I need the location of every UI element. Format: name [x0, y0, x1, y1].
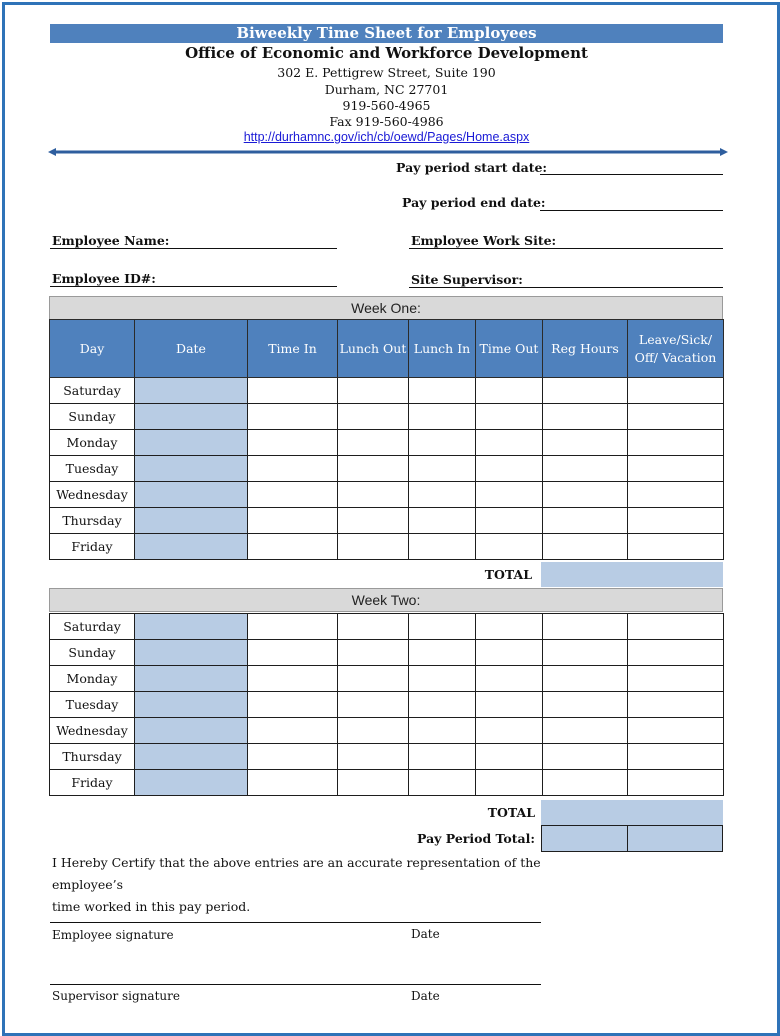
employee-date-label: Date	[411, 927, 440, 941]
date-cell[interactable]	[135, 482, 248, 508]
employee-signature-line[interactable]	[50, 922, 541, 923]
table-row	[50, 482, 724, 508]
date-cell[interactable]	[135, 770, 248, 796]
lunch-in-cell[interactable]	[409, 614, 476, 640]
leave-cell[interactable]	[628, 378, 724, 404]
col-lunch-in: Lunch In	[409, 320, 476, 378]
table-row	[50, 718, 724, 744]
leave-cell[interactable]	[628, 770, 724, 796]
date-cell[interactable]	[135, 430, 248, 456]
pay-start-field[interactable]	[540, 174, 723, 175]
date-cell[interactable]	[135, 614, 248, 640]
date-cell[interactable]	[135, 404, 248, 430]
leave-cell[interactable]	[628, 456, 724, 482]
lunch-in-cell[interactable]	[409, 666, 476, 692]
week-one-total-field[interactable]	[541, 562, 723, 587]
lunch-in-cell[interactable]	[409, 378, 476, 404]
time-in-cell[interactable]	[248, 378, 338, 404]
reg-hours-cell[interactable]	[543, 482, 628, 508]
lunch-out-cell[interactable]	[338, 770, 409, 796]
day-cell: Wednesday	[50, 482, 135, 508]
date-cell[interactable]	[135, 640, 248, 666]
header-divider	[48, 146, 728, 158]
week-two-total-label: TOTAL	[487, 805, 535, 820]
day-cell: Tuesday	[50, 456, 135, 482]
day-cell: Wednesday	[50, 718, 135, 744]
day-cell: Sunday	[50, 640, 135, 666]
reg-hours-cell[interactable]	[543, 378, 628, 404]
lunch-out-cell[interactable]	[338, 534, 409, 560]
time-out-cell[interactable]	[476, 770, 543, 796]
time-out-cell[interactable]	[476, 692, 543, 718]
reg-hours-cell[interactable]	[543, 692, 628, 718]
lunch-in-cell[interactable]	[409, 534, 476, 560]
reg-hours-cell[interactable]	[543, 430, 628, 456]
time-out-cell[interactable]	[476, 614, 543, 640]
work-site-label: Employee Work Site:	[411, 233, 557, 248]
table-row	[50, 744, 724, 770]
day-cell: Saturday	[50, 378, 135, 404]
table-row	[50, 614, 724, 640]
time-in-cell[interactable]	[248, 430, 338, 456]
reg-hours-cell[interactable]	[543, 508, 628, 534]
day-cell: Monday	[50, 430, 135, 456]
pay-period-total-field-2[interactable]	[627, 825, 723, 852]
leave-cell[interactable]	[628, 404, 724, 430]
col-leave: Leave/Sick/ Off/ Vacation	[628, 320, 724, 378]
lunch-out-cell[interactable]	[338, 482, 409, 508]
lunch-in-cell[interactable]	[409, 508, 476, 534]
pay-end-field[interactable]	[540, 210, 723, 211]
pay-start-label: Pay period start date:	[396, 160, 548, 175]
week-two-total-field[interactable]	[541, 800, 723, 825]
supervisor-signature-label: Supervisor signature	[52, 989, 180, 1003]
reg-hours-cell[interactable]	[543, 770, 628, 796]
lunch-out-cell[interactable]	[338, 666, 409, 692]
reg-hours-cell[interactable]	[543, 404, 628, 430]
leave-cell[interactable]	[628, 534, 724, 560]
supervisor-signature-line[interactable]	[50, 984, 541, 985]
date-cell[interactable]	[135, 534, 248, 560]
col-date: Date	[135, 320, 248, 378]
table-row	[50, 508, 724, 534]
lunch-in-cell[interactable]	[409, 770, 476, 796]
time-in-cell[interactable]	[248, 744, 338, 770]
date-cell[interactable]	[135, 718, 248, 744]
date-cell[interactable]	[135, 456, 248, 482]
lunch-in-cell[interactable]	[409, 640, 476, 666]
time-in-cell[interactable]	[248, 404, 338, 430]
col-time-out: Time Out	[476, 320, 543, 378]
certification-text	[52, 852, 612, 918]
week-one-bar: Week One:	[49, 296, 723, 320]
leave-cell[interactable]	[628, 640, 724, 666]
website-link[interactable]: http://durhamnc.gov/ich/cb/oewd/Pages/Home.aspx	[243, 130, 530, 144]
time-out-cell[interactable]	[476, 482, 543, 508]
date-cell[interactable]	[135, 378, 248, 404]
reg-hours-cell[interactable]	[543, 534, 628, 560]
employee-name-field[interactable]	[50, 248, 337, 249]
leave-cell[interactable]	[628, 482, 724, 508]
col-time-in: Time In	[248, 320, 338, 378]
leave-cell[interactable]	[628, 692, 724, 718]
employee-name-label: Employee Name:	[52, 233, 170, 248]
table-row	[50, 404, 724, 430]
day-cell: Friday	[50, 770, 135, 796]
reg-hours-cell[interactable]	[543, 744, 628, 770]
reg-hours-cell[interactable]	[543, 614, 628, 640]
week-two-table	[49, 613, 724, 796]
leave-cell[interactable]	[628, 614, 724, 640]
lunch-out-cell[interactable]	[338, 692, 409, 718]
lunch-out-cell[interactable]	[338, 508, 409, 534]
time-in-cell[interactable]	[248, 666, 338, 692]
time-out-cell[interactable]	[476, 378, 543, 404]
leave-cell[interactable]	[628, 666, 724, 692]
day-cell: Saturday	[50, 614, 135, 640]
supervisor-field[interactable]	[409, 287, 723, 288]
pay-end-label: Pay period end date:	[402, 195, 546, 210]
pay-period-total-label: Pay Period Total:	[417, 831, 535, 846]
time-out-cell[interactable]	[476, 404, 543, 430]
date-cell[interactable]	[135, 692, 248, 718]
page-title: Biweekly Time Sheet for Employees	[50, 24, 723, 43]
supervisor-date-label: Date	[411, 989, 440, 1003]
time-out-cell[interactable]	[476, 718, 543, 744]
col-day: Day	[50, 320, 135, 378]
time-in-cell[interactable]	[248, 718, 338, 744]
employee-id-label: Employee ID#:	[52, 271, 156, 286]
date-cell[interactable]	[135, 744, 248, 770]
day-cell: Friday	[50, 534, 135, 560]
reg-hours-cell[interactable]	[543, 666, 628, 692]
lunch-in-cell[interactable]	[409, 482, 476, 508]
time-out-cell[interactable]	[476, 456, 543, 482]
day-cell: Sunday	[50, 404, 135, 430]
leave-cell[interactable]	[628, 508, 724, 534]
col-reg-hours: Reg Hours	[543, 320, 628, 378]
supervisor-label: Site Supervisor:	[411, 272, 523, 287]
day-cell: Tuesday	[50, 692, 135, 718]
week-one-total-label: TOTAL	[484, 567, 532, 582]
lunch-out-cell[interactable]	[338, 718, 409, 744]
reg-hours-cell[interactable]	[543, 456, 628, 482]
time-in-cell[interactable]	[248, 640, 338, 666]
lunch-in-cell[interactable]	[409, 718, 476, 744]
time-out-cell[interactable]	[476, 534, 543, 560]
lunch-out-cell[interactable]	[338, 744, 409, 770]
lunch-in-cell[interactable]	[409, 404, 476, 430]
time-in-cell[interactable]	[248, 508, 338, 534]
time-in-cell[interactable]	[248, 770, 338, 796]
work-site-field[interactable]	[409, 248, 723, 249]
table-row	[50, 666, 724, 692]
certification-line-1: I Hereby Certify that the above entries are an accurate representation of the employee’s	[52, 855, 541, 892]
day-cell: Thursday	[50, 508, 135, 534]
date-cell[interactable]	[135, 508, 248, 534]
lunch-in-cell[interactable]	[409, 692, 476, 718]
lunch-out-cell[interactable]	[338, 614, 409, 640]
time-out-cell[interactable]	[476, 666, 543, 692]
org-name: Office of Economic and Workforce Development	[185, 44, 588, 62]
leave-cell[interactable]	[628, 718, 724, 744]
time-out-cell[interactable]	[476, 744, 543, 770]
time-in-cell[interactable]	[248, 534, 338, 560]
lunch-out-cell[interactable]	[338, 430, 409, 456]
reg-hours-cell[interactable]	[543, 718, 628, 744]
table-row	[50, 534, 724, 560]
fax: Fax 919-560-4986	[329, 114, 444, 129]
leave-cell[interactable]	[628, 430, 724, 456]
time-in-cell[interactable]	[248, 692, 338, 718]
lunch-out-cell[interactable]	[338, 404, 409, 430]
employee-signature-label: Employee signature	[52, 928, 174, 942]
pay-period-total-field-1[interactable]	[541, 825, 628, 852]
time-in-cell[interactable]	[248, 456, 338, 482]
lunch-out-cell[interactable]	[338, 640, 409, 666]
leave-cell[interactable]	[628, 744, 724, 770]
day-cell: Monday	[50, 666, 135, 692]
reg-hours-cell[interactable]	[543, 640, 628, 666]
time-out-cell[interactable]	[476, 430, 543, 456]
time-out-cell[interactable]	[476, 508, 543, 534]
table-row	[50, 640, 724, 666]
time-in-cell[interactable]	[248, 614, 338, 640]
time-out-cell[interactable]	[476, 640, 543, 666]
phone: 919-560-4965	[342, 98, 431, 113]
lunch-in-cell[interactable]	[409, 744, 476, 770]
lunch-out-cell[interactable]	[338, 378, 409, 404]
address-city: Durham, NC 27701	[324, 82, 449, 97]
date-cell[interactable]	[135, 666, 248, 692]
table-row	[50, 430, 724, 456]
certification-line-2: time worked in this pay period.	[52, 899, 251, 914]
week-two-bar: Week Two:	[49, 588, 723, 612]
lunch-out-cell[interactable]	[338, 456, 409, 482]
table-row	[50, 378, 724, 404]
day-cell: Thursday	[50, 744, 135, 770]
lunch-in-cell[interactable]	[409, 430, 476, 456]
table-row	[50, 692, 724, 718]
table-row	[50, 770, 724, 796]
time-in-cell[interactable]	[248, 482, 338, 508]
week-one-table	[49, 319, 724, 560]
lunch-in-cell[interactable]	[409, 456, 476, 482]
employee-id-field[interactable]	[50, 286, 337, 287]
table-row	[50, 456, 724, 482]
address-street: 302 E. Pettigrew Street, Suite 190	[277, 65, 496, 80]
col-lunch-out: Lunch Out	[338, 320, 409, 378]
